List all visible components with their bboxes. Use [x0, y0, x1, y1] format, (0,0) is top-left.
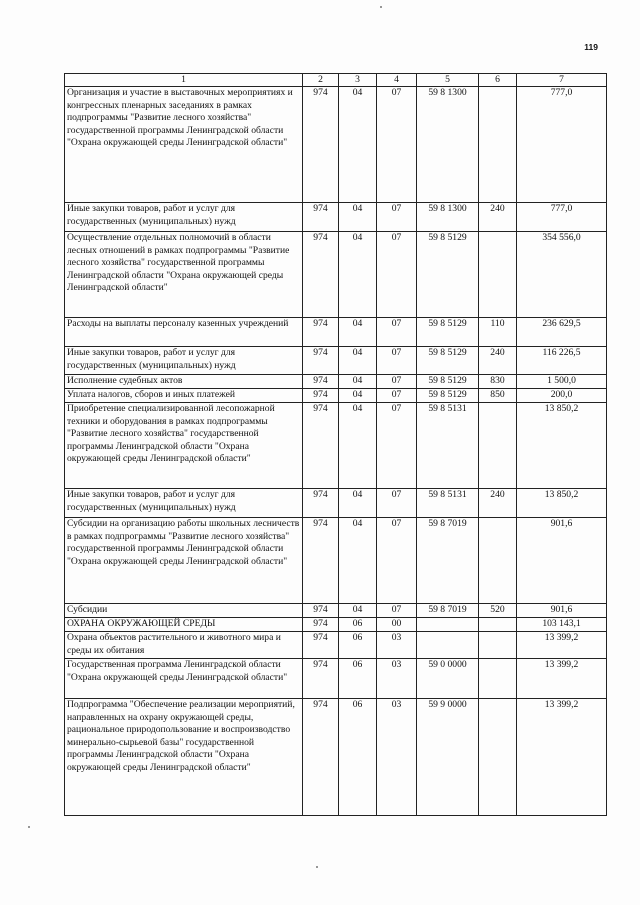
row-name-cell: Организация и участие в выставочных мероприятиях и конгрессных пленарных заседаниях в рамках подпрограммы "Развитие лесного хозяйства" государственной программы Ленинградской области "Охрана окружающей среды Ленинградской области" — [65, 87, 303, 203]
row-value-cell: 06 — [339, 618, 377, 632]
row-value-cell: 1 500,0 — [517, 375, 607, 389]
row-value-cell: 13 399,2 — [517, 699, 607, 816]
row-value-cell: 240 — [479, 203, 517, 232]
table-row — [65, 87, 607, 203]
row-value-cell — [479, 403, 517, 489]
row-value-cell: 974 — [303, 518, 339, 604]
scan-dot — [316, 866, 318, 868]
row-value-cell — [417, 618, 479, 632]
row-value-cell: 07 — [377, 347, 417, 375]
row-value-cell: 974 — [303, 489, 339, 518]
row-value-cell: 07 — [377, 403, 417, 489]
table-row — [65, 318, 607, 347]
header-cell: 7 — [517, 74, 607, 87]
row-value-cell: 240 — [479, 489, 517, 518]
row-name-cell: Субсидии — [65, 604, 303, 618]
row-value-cell: 850 — [479, 389, 517, 403]
row-value-cell: 04 — [339, 389, 377, 403]
row-value-cell: 04 — [339, 318, 377, 347]
table-row — [65, 375, 607, 389]
row-value-cell: 59 8 5131 — [417, 403, 479, 489]
row-value-cell: 59 8 5129 — [417, 347, 479, 375]
row-value-cell: 901,6 — [517, 604, 607, 618]
row-value-cell: 974 — [303, 389, 339, 403]
table-row — [65, 203, 607, 232]
row-value-cell: 07 — [377, 232, 417, 318]
table-row — [65, 632, 607, 659]
row-value-cell — [479, 659, 517, 699]
header-cell: 2 — [303, 74, 339, 87]
row-value-cell: 59 8 5129 — [417, 389, 479, 403]
row-value-cell: 04 — [339, 489, 377, 518]
row-value-cell: 04 — [339, 518, 377, 604]
row-value-cell: 777,0 — [517, 87, 607, 203]
row-value-cell: 777,0 — [517, 203, 607, 232]
row-value-cell — [479, 618, 517, 632]
scan-dot — [380, 6, 382, 8]
row-value-cell: 04 — [339, 347, 377, 375]
row-value-cell — [479, 518, 517, 604]
row-name-cell: Осуществление отдельных полномочий в области лесных отношений в рамках подпрограммы "Развитие лесного хозяйства" государственной программы Ленинградской области "Охрана окружающей среды Ленинградской области" — [65, 232, 303, 318]
row-value-cell — [479, 87, 517, 203]
row-value-cell: 04 — [339, 203, 377, 232]
header-cell: 5 — [417, 74, 479, 87]
row-value-cell — [479, 232, 517, 318]
row-value-cell: 13 850,2 — [517, 403, 607, 489]
table-row — [65, 604, 607, 618]
row-value-cell: 974 — [303, 632, 339, 659]
row-value-cell: 974 — [303, 347, 339, 375]
row-value-cell: 06 — [339, 632, 377, 659]
row-value-cell: 04 — [339, 403, 377, 489]
row-value-cell: 06 — [339, 699, 377, 816]
header-cell: 4 — [377, 74, 417, 87]
row-value-cell: 59 8 5131 — [417, 489, 479, 518]
row-value-cell: 59 8 5129 — [417, 318, 479, 347]
row-name-cell: Уплата налогов, сборов и иных платежей — [65, 389, 303, 403]
row-value-cell: 830 — [479, 375, 517, 389]
row-value-cell: 974 — [303, 659, 339, 699]
row-name-cell: Приобретение специализированной лесопожарной техники и оборудования в рамках подпрограммы "Развитие лесного хозяйства" государственной программы Ленинградской области "Охрана окружающей среды Ленинградской области" — [65, 403, 303, 489]
table-row — [65, 659, 607, 699]
row-value-cell: 07 — [377, 375, 417, 389]
table-row — [65, 347, 607, 375]
row-value-cell: 04 — [339, 87, 377, 203]
row-value-cell: 974 — [303, 604, 339, 618]
row-value-cell — [479, 699, 517, 816]
row-value-cell — [417, 632, 479, 659]
header-row — [65, 74, 607, 87]
row-value-cell: 520 — [479, 604, 517, 618]
row-name-cell: Государственная программа Ленинградской области "Охрана окружающей среды Ленинградской области" — [65, 659, 303, 699]
header-cell: 3 — [339, 74, 377, 87]
row-value-cell: 13 399,2 — [517, 632, 607, 659]
row-name-cell: Иные закупки товаров, работ и услуг для государственных (муниципальных) нужд — [65, 489, 303, 518]
row-value-cell: 974 — [303, 375, 339, 389]
row-value-cell: 04 — [339, 232, 377, 318]
row-value-cell: 03 — [377, 632, 417, 659]
row-value-cell: 07 — [377, 203, 417, 232]
row-name-cell: Охрана объектов растительного и животного мира и среды их обитания — [65, 632, 303, 659]
row-value-cell: 04 — [339, 375, 377, 389]
row-value-cell: 974 — [303, 699, 339, 816]
row-value-cell: 59 9 0000 — [417, 699, 479, 816]
row-value-cell: 974 — [303, 403, 339, 489]
row-value-cell: 03 — [377, 699, 417, 816]
page-number: 119 — [584, 42, 598, 52]
row-value-cell: 07 — [377, 518, 417, 604]
table-row — [65, 389, 607, 403]
row-value-cell: 236 629,5 — [517, 318, 607, 347]
row-value-cell: 901,6 — [517, 518, 607, 604]
row-value-cell: 974 — [303, 203, 339, 232]
row-value-cell — [479, 632, 517, 659]
table-row — [65, 618, 607, 632]
row-value-cell: 06 — [339, 659, 377, 699]
row-name-cell: ОХРАНА ОКРУЖАЮЩЕЙ СРЕДЫ — [65, 618, 303, 632]
row-value-cell: 59 8 1300 — [417, 203, 479, 232]
row-value-cell: 59 8 5129 — [417, 232, 479, 318]
row-name-cell: Расходы на выплаты персоналу казенных учреждений — [65, 318, 303, 347]
row-name-cell: Субсидии на организацию работы школьных лесничеств в рамках подпрограммы "Развитие лесного хозяйства" государственной программы Ленинградской области "Охрана окружающей среды Ленинградской области" — [65, 518, 303, 604]
row-value-cell: 974 — [303, 232, 339, 318]
header-cell: 6 — [479, 74, 517, 87]
table-row — [65, 518, 607, 604]
row-value-cell: 07 — [377, 389, 417, 403]
table-row — [65, 489, 607, 518]
row-value-cell: 07 — [377, 318, 417, 347]
row-name-cell: Исполнение судебных актов — [65, 375, 303, 389]
row-value-cell: 200,0 — [517, 389, 607, 403]
row-name-cell: Иные закупки товаров, работ и услуг для государственных (муниципальных) нужд — [65, 203, 303, 232]
row-name-cell: Подпрограмма "Обеспечение реализации мероприятий, направленных на охрану окружающей среды, рациональное природопользование и воспроизводство минерально-сырьевой базы" государственной программы Ленинградской области "Охрана окружающей среды Ленинградской области" — [65, 699, 303, 816]
row-value-cell: 59 0 0000 — [417, 659, 479, 699]
table-row — [65, 403, 607, 489]
row-value-cell: 110 — [479, 318, 517, 347]
row-value-cell: 59 8 1300 — [417, 87, 479, 203]
row-value-cell: 116 226,5 — [517, 347, 607, 375]
row-value-cell: 13 399,2 — [517, 659, 607, 699]
row-value-cell: 00 — [377, 618, 417, 632]
table-row — [65, 699, 607, 816]
row-value-cell: 59 8 7019 — [417, 518, 479, 604]
row-name-cell: Иные закупки товаров, работ и услуг для государственных (муниципальных) нужд — [65, 347, 303, 375]
row-value-cell: 04 — [339, 604, 377, 618]
budget-table — [64, 73, 607, 816]
header-cell: 1 — [65, 74, 303, 87]
row-value-cell: 13 850,2 — [517, 489, 607, 518]
table-body — [65, 87, 607, 816]
row-value-cell: 103 143,1 — [517, 618, 607, 632]
row-value-cell: 974 — [303, 618, 339, 632]
row-value-cell: 07 — [377, 489, 417, 518]
row-value-cell: 03 — [377, 659, 417, 699]
row-value-cell: 354 556,0 — [517, 232, 607, 318]
table-row — [65, 232, 607, 318]
scan-dot — [28, 826, 30, 828]
row-value-cell: 240 — [479, 347, 517, 375]
row-value-cell: 974 — [303, 87, 339, 203]
row-value-cell: 07 — [377, 604, 417, 618]
row-value-cell: 59 8 5129 — [417, 375, 479, 389]
row-value-cell: 07 — [377, 87, 417, 203]
row-value-cell: 974 — [303, 318, 339, 347]
row-value-cell: 59 8 7019 — [417, 604, 479, 618]
